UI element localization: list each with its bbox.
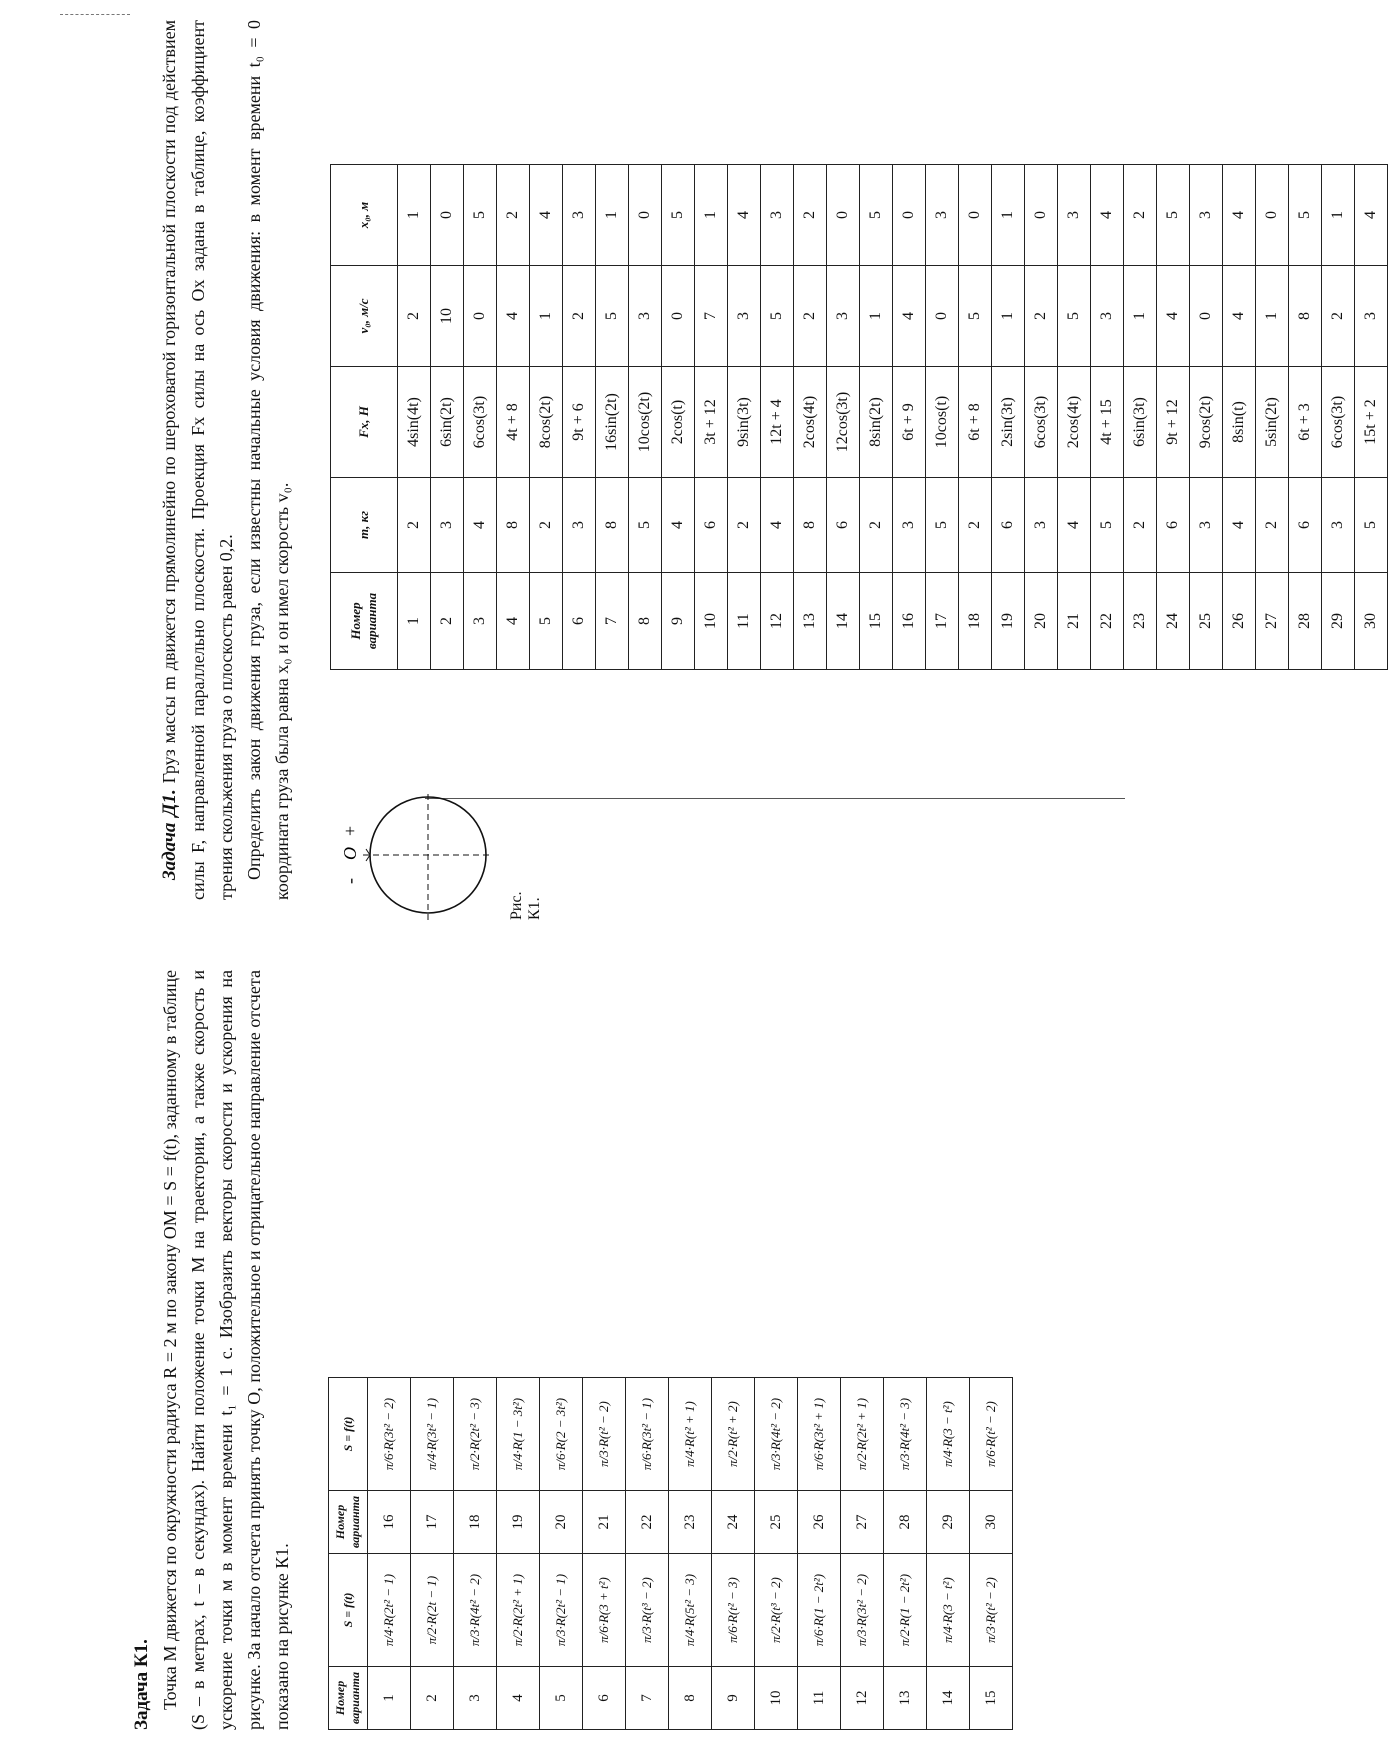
velocity-cell: 5 [596,266,629,367]
position-cell: 5 [1157,165,1190,266]
force-cell: 2sin(3t) [992,367,1025,478]
task-d1-paragraph-1 [155,20,240,900]
table-row [1355,165,1388,670]
velocity-cell: 3 [629,266,662,367]
law-formula-cell: π/4·R(3t² − 1) [411,1378,454,1491]
force-cell: 16sin(2t) [596,367,629,478]
velocity-cell: 1 [992,266,1025,367]
force-cell: 6t + 8 [959,367,992,478]
table-row [755,1378,798,1730]
mass-cell: 2 [860,478,893,573]
law-formula-cell: π/2·R(2t² + 1) [497,1554,540,1667]
force-cell: 12cos(3t) [827,367,860,478]
table-row [662,165,695,670]
velocity-cell: 4 [893,266,926,367]
force-cell: 6t + 3 [1289,367,1322,478]
mass-cell: 4 [1058,478,1091,573]
law-formula-cell: π/4·R(t² + 1) [669,1378,712,1491]
mass-cell: 3 [431,478,464,573]
velocity-cell: 4 [1157,266,1190,367]
variant-number-cell: 1 [368,1667,411,1730]
table-row [992,165,1025,670]
law-formula-cell: π/3·R(3t² − 2) [841,1554,884,1667]
variant-number-cell: 12 [841,1667,884,1730]
velocity-cell: 0 [1190,266,1223,367]
mass-cell: 4 [761,478,794,573]
velocity-cell: 0 [926,266,959,367]
table-row [1025,165,1058,670]
force-cell: 8cos(2t) [530,367,563,478]
header-mass: m, кг [331,478,398,573]
velocity-cell: 8 [1289,266,1322,367]
position-cell: 0 [431,165,464,266]
position-cell: 3 [563,165,596,266]
table-row [1223,165,1256,670]
velocity-cell: 5 [761,266,794,367]
position-cell: 5 [1289,165,1322,266]
force-cell: 6t + 9 [893,367,926,478]
variant-number-cell: 4 [497,1667,540,1730]
velocity-cell: 2 [794,266,827,367]
position-cell: 0 [629,165,662,266]
law-formula-cell: π/4·R(3 − t²) [927,1554,970,1667]
law-formula-cell: π/3·R(4t² − 2) [755,1378,798,1491]
variant-number-cell: 27 [1256,573,1289,670]
force-cell: 8sin(2t) [860,367,893,478]
variant-number-cell: 29 [1322,573,1355,670]
mass-cell: 4 [662,478,695,573]
variant-number-cell: 11 [798,1667,841,1730]
velocity-cell: 2 [1025,266,1058,367]
task-d1-table-body [398,165,1388,670]
law-formula-cell: π/4·R(3 − t²) [927,1378,970,1491]
force-cell: 10cos(2t) [629,367,662,478]
variant-number-cell: 15 [860,573,893,670]
mass-cell: 2 [530,478,563,573]
variant-number-cell: 16 [368,1491,411,1554]
position-cell: 0 [959,165,992,266]
position-cell: 4 [1091,165,1124,266]
velocity-cell: 7 [695,266,728,367]
header-variant: Номер варианта [331,573,398,670]
position-cell: 2 [794,165,827,266]
force-cell: 3t + 12 [695,367,728,478]
table-row [464,165,497,670]
variant-number-cell: 7 [596,573,629,670]
velocity-cell: 3 [728,266,761,367]
table-row [626,1378,669,1730]
table-row [712,1378,755,1730]
force-cell: 12t + 4 [761,367,794,478]
variant-number-cell: 3 [454,1667,497,1730]
velocity-cell: 0 [662,266,695,367]
variant-number-cell: 16 [893,573,926,670]
variant-number-cell: 29 [927,1491,970,1554]
variant-number-cell: 7 [626,1667,669,1730]
mass-cell: 5 [629,478,662,573]
velocity-cell: 0 [464,266,497,367]
table-row [827,165,860,670]
table-row [860,165,893,670]
variant-number-cell: 22 [1091,573,1124,670]
law-formula-cell: π/3·R(t³ − 2) [626,1554,669,1667]
mass-cell: 5 [1091,478,1124,573]
header-position: x₀, м [331,165,398,266]
position-cell: 3 [1058,165,1091,266]
position-cell: 5 [662,165,695,266]
table-row [695,165,728,670]
force-cell: 6cos(3t) [1322,367,1355,478]
mass-cell: 2 [959,478,992,573]
law-formula-cell: π/6·R(t² − 3) [712,1554,755,1667]
variant-number-cell: 15 [970,1667,1013,1730]
law-formula-cell: π/3·R(4t² − 2) [454,1554,497,1667]
header-force: Fx, Н [331,367,398,478]
table-row [893,165,926,670]
table-row [497,165,530,670]
velocity-cell: 1 [1124,266,1157,367]
table-row [1190,165,1223,670]
variant-number-cell: 1 [398,573,431,670]
variant-number-cell: 2 [431,573,464,670]
task-d1-panel [155,19,1379,900]
law-formula-cell: π/6·R(3 + t²) [583,1554,626,1667]
position-cell: 5 [860,165,893,266]
force-cell: 2cos(4t) [794,367,827,478]
variant-number-cell: 21 [1058,573,1091,670]
variant-number-cell: 10 [755,1667,798,1730]
table-row [669,1378,712,1730]
table-row [1058,165,1091,670]
mass-cell: 8 [794,478,827,573]
law-formula-cell: π/2·R(2t² − 3) [454,1378,497,1491]
law-formula-cell: π/3·R(t² − 2) [970,1554,1013,1667]
variant-number-cell: 8 [669,1667,712,1730]
variant-number-cell: 13 [794,573,827,670]
position-cell: 4 [728,165,761,266]
variant-number-cell: 24 [712,1491,755,1554]
header-variant: Номер варианта [329,1491,368,1554]
table-row [959,165,992,670]
origin-label: O [340,847,360,860]
header-law: S = f(t) [329,1554,368,1667]
velocity-cell: 1 [860,266,893,367]
position-cell: 4 [1223,165,1256,266]
scan-line-top [60,14,130,15]
variant-number-cell: 2 [411,1667,454,1730]
law-formula-cell: π/6·R(1 − 2t²) [798,1554,841,1667]
law-formula-cell: π/4·R(1 − 3t²) [497,1378,540,1491]
mass-cell: 8 [596,478,629,573]
force-cell: 6cos(3t) [464,367,497,478]
position-cell: 5 [464,165,497,266]
table-row [398,165,431,670]
velocity-cell: 4 [497,266,530,367]
table-header-row [331,165,398,670]
table-row [497,1378,540,1730]
table-row [970,1378,1013,1730]
variant-number-cell: 6 [583,1667,626,1730]
position-cell: 4 [530,165,563,266]
table-header-row [329,1378,368,1730]
variant-number-cell: 9 [662,573,695,670]
position-cell: 1 [992,165,1025,266]
table-row [1256,165,1289,670]
table-row [1124,165,1157,670]
variant-number-cell: 18 [454,1491,497,1554]
velocity-cell: 2 [563,266,596,367]
force-cell: 6cos(3t) [1025,367,1058,478]
variant-number-cell: 21 [583,1491,626,1554]
velocity-cell: 2 [398,266,431,367]
force-cell: 9t + 6 [563,367,596,478]
variant-number-cell: 19 [992,573,1025,670]
variant-number-cell: 14 [827,573,860,670]
law-formula-cell: π/2·R(2t² + 1) [841,1378,884,1491]
force-cell: 9t + 12 [1157,367,1190,478]
variant-number-cell: 10 [695,573,728,670]
table-row [540,1378,583,1730]
position-cell: 0 [1025,165,1058,266]
variant-number-cell: 26 [798,1491,841,1554]
mass-cell: 3 [563,478,596,573]
task-d1-text-2: Определить закон движения груза, если известны начальные условия движения: в момент времени t₀ = 0 координата груза была равна x₀ и он имел скорость v₀. [244,20,292,900]
position-cell: 2 [1124,165,1157,266]
velocity-cell: 3 [827,266,860,367]
task-d1-title: Задача Д1. [159,789,180,880]
variant-number-cell: 5 [540,1667,583,1730]
task-k1-text: Точка M движется по окружности радиуса R = 2 м по закону OM = S = f(t), заданному в таблице (S – в метрах, t – в секундах). Найти положение точки M на траектории, а также скорость и ускорение точки м в момент времени t₁ = 1 с. Изобразить векторы скорости и ускорения на рисунке. За начало отсчета принять точку O, положительное и отрицательное направление отсчета показано на рисунке К1. [160,970,292,1730]
force-cell: 5sin(2t) [1256,367,1289,478]
law-formula-cell: π/3·R(t² − 2) [583,1378,626,1491]
table-row [884,1378,927,1730]
table-row [798,1378,841,1730]
mass-cell: 2 [1256,478,1289,573]
variant-number-cell: 17 [926,573,959,670]
velocity-cell: 5 [1058,266,1091,367]
header-variant: Номер варианта [329,1667,368,1730]
table-row [927,1378,970,1730]
task-k1-table [328,1377,1013,1730]
law-formula-cell: π/3·R(4t² − 3) [884,1378,927,1491]
force-cell: 6sin(3t) [1124,367,1157,478]
position-cell: 1 [1322,165,1355,266]
force-cell: 4t + 15 [1091,367,1124,478]
law-formula-cell: π/4·R(2t² − 1) [368,1554,411,1667]
force-cell: 9cos(2t) [1190,367,1223,478]
variant-number-cell: 23 [1124,573,1157,670]
mass-cell: 3 [1190,478,1223,573]
variant-number-cell: 28 [884,1491,927,1554]
mass-cell: 6 [827,478,860,573]
table-row [1091,165,1124,670]
table-row [794,165,827,670]
variant-number-cell: 6 [563,573,596,670]
velocity-cell: 3 [1091,266,1124,367]
position-cell: 0 [827,165,860,266]
law-formula-cell: π/2·R(1 − 2t²) [884,1554,927,1667]
velocity-cell: 1 [530,266,563,367]
mass-cell: 6 [1157,478,1190,573]
variant-number-cell: 20 [540,1491,583,1554]
mass-cell: 2 [1124,478,1157,573]
table-row [926,165,959,670]
position-cell: 4 [1355,165,1388,266]
mass-cell: 2 [728,478,761,573]
figure-k1-caption: Рис. К1. [508,891,543,920]
law-formula-cell: π/2·R(t² + 2) [712,1378,755,1491]
velocity-cell: 2 [1322,266,1355,367]
law-formula-cell: π/6·R(3t² − 1) [626,1378,669,1491]
mass-cell: 6 [695,478,728,573]
velocity-cell: 5 [959,266,992,367]
velocity-cell: 4 [1223,266,1256,367]
table-row [761,165,794,670]
law-formula-cell: π/6·R(3t² + 1) [798,1378,841,1491]
table-row [629,165,662,670]
variant-number-cell: 13 [884,1667,927,1730]
variant-number-cell: 24 [1157,573,1190,670]
task-d1-table [330,164,1388,670]
table-row [563,165,596,670]
position-cell: 1 [695,165,728,266]
force-cell: 2cos(t) [662,367,695,478]
variant-number-cell: 22 [626,1491,669,1554]
variant-number-cell: 23 [669,1491,712,1554]
position-cell: 3 [1190,165,1223,266]
variant-number-cell: 25 [1190,573,1223,670]
mass-cell: 8 [497,478,530,573]
law-formula-cell: π/6·R(2 − 3t²) [540,1378,583,1491]
table-row [530,165,563,670]
position-cell: 0 [1256,165,1289,266]
position-cell: 1 [398,165,431,266]
table-row [1289,165,1322,670]
minus-sign: - [340,878,360,884]
mass-cell: 6 [992,478,1025,573]
variant-number-cell: 3 [464,573,497,670]
variant-number-cell: 26 [1223,573,1256,670]
law-formula-cell: π/2·R(2t − 1) [411,1554,454,1667]
table-row [431,165,464,670]
position-cell: 3 [761,165,794,266]
table-row [596,165,629,670]
force-cell: 4sin(4t) [398,367,431,478]
variant-number-cell: 25 [755,1491,798,1554]
law-formula-cell: π/6·R(3t² − 2) [368,1378,411,1491]
force-cell: 15t + 2 [1355,367,1388,478]
variant-number-cell: 8 [629,573,662,670]
task-d1-text-1: Груз массы m движется прямолинейно по шероховатой горизонтальной плоскости под действием силы F, направленной параллельно плоскости. Проекция Fx силы на ось Ox задана в таблице, коэффициент трения скольжения груза о плоскость равен 0,2. [159,19,236,900]
table-row [728,165,761,670]
variant-number-cell: 28 [1289,573,1322,670]
header-law: S = f(t) [329,1378,368,1491]
variant-number-cell: 20 [1025,573,1058,670]
variant-number-cell: 19 [497,1491,540,1554]
plus-sign: + [340,825,360,836]
mass-cell: 6 [1289,478,1322,573]
variant-number-cell: 27 [841,1491,884,1554]
variant-number-cell: 30 [970,1491,1013,1554]
force-cell: 4t + 8 [497,367,530,478]
mass-cell: 3 [893,478,926,573]
table-row [454,1378,497,1730]
law-formula-cell: π/3·R(2t² − 1) [540,1554,583,1667]
mass-cell: 2 [398,478,431,573]
variant-number-cell: 9 [712,1667,755,1730]
mass-cell: 3 [1025,478,1058,573]
task-d1-text-block [155,20,296,900]
variant-number-cell: 12 [761,573,794,670]
variant-number-cell: 5 [530,573,563,670]
variant-number-cell: 18 [959,573,992,670]
force-cell: 2cos(4t) [1058,367,1091,478]
force-cell: 8sin(t) [1223,367,1256,478]
variant-number-cell: 30 [1355,573,1388,670]
law-formula-cell: π/6·R(t² − 2) [970,1378,1013,1491]
task-k1-title: Задача К1. [131,1639,152,1730]
mass-cell: 4 [464,478,497,573]
velocity-cell: 10 [431,266,464,367]
position-cell: 0 [893,165,926,266]
law-formula-cell: π/2·R(t³ − 2) [755,1554,798,1667]
force-cell: 9sin(3t) [728,367,761,478]
table-row [1322,165,1355,670]
position-cell: 2 [497,165,530,266]
header-velocity: v₀, м/с [331,266,398,367]
table-row [368,1378,411,1730]
force-cell: 10cos(t) [926,367,959,478]
mass-cell: 5 [926,478,959,573]
law-formula-cell: π/4·R(5t² − 3) [669,1554,712,1667]
position-cell: 1 [596,165,629,266]
table-row [411,1378,454,1730]
variant-number-cell: 11 [728,573,761,670]
variant-number-cell: 4 [497,573,530,670]
task-k1-table-body [368,1378,1013,1730]
variant-number-cell: 17 [411,1491,454,1554]
velocity-cell: 3 [1355,266,1388,367]
velocity-cell: 1 [1256,266,1289,367]
mass-cell: 4 [1223,478,1256,573]
variant-number-cell: 14 [927,1667,970,1730]
mass-cell: 3 [1322,478,1355,573]
position-cell: 3 [926,165,959,266]
force-cell: 6sin(2t) [431,367,464,478]
table-row [841,1378,884,1730]
mass-cell: 5 [1355,478,1388,573]
table-row [1157,165,1190,670]
table-row [583,1378,626,1730]
